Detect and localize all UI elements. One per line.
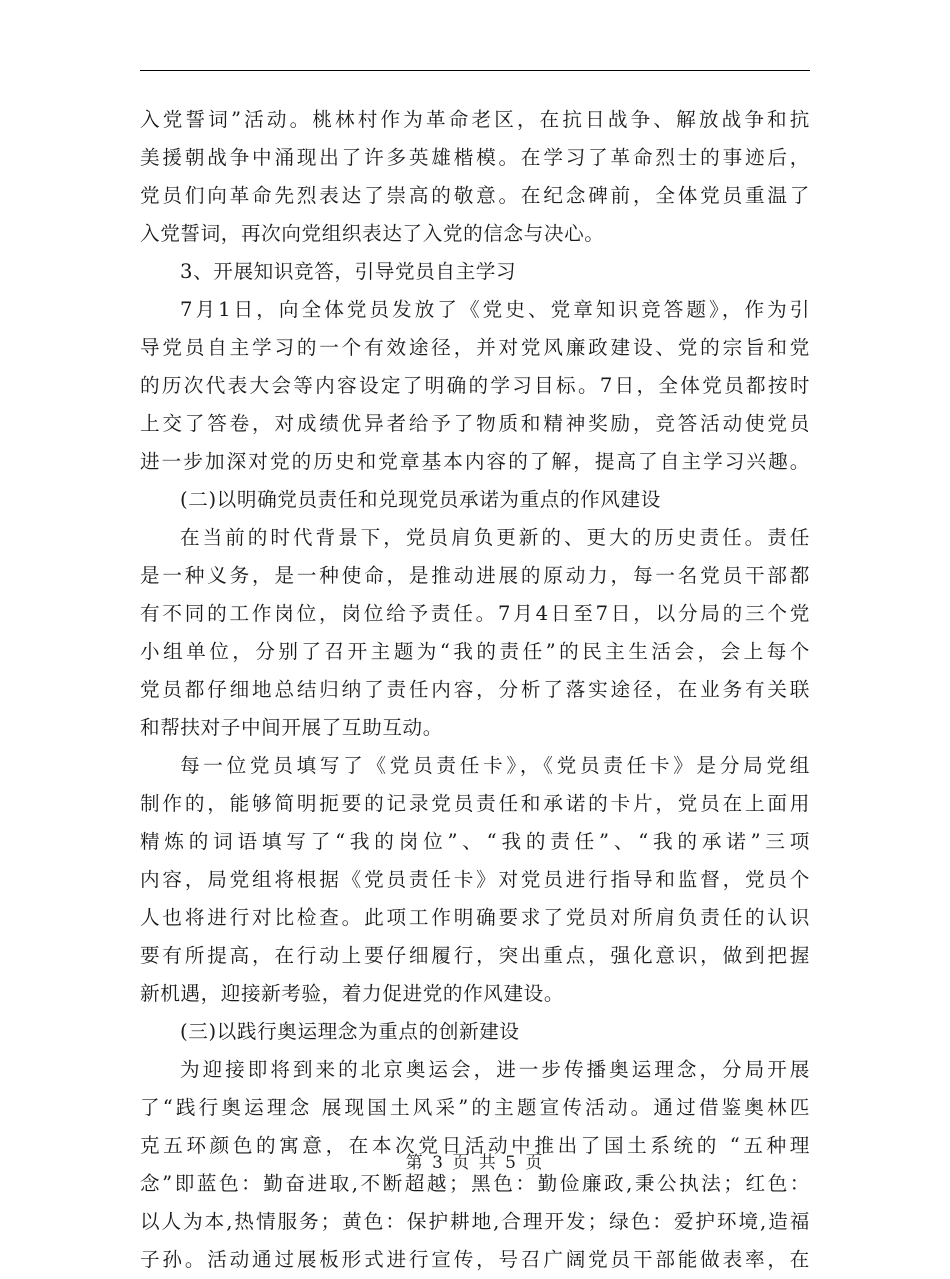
text-line: 入党誓词，再次向党组织表达了入党的信念与决心。: [140, 222, 605, 245]
text-line: 内容，局党组将根据《党员责任卡》对党员进行指导和监督，党员个: [140, 868, 810, 891]
text-line: 3、开展知识竞答，引导党员自主学习: [180, 260, 517, 283]
page-footer: [0, 1151, 950, 1175]
text-line: 有不同的工作岗位，岗位给予责任。7月4日至7日，以分局的三个党: [140, 602, 810, 625]
text-line: 进一步加深对党的历史和党章基本内容的了解，提高了自主学习兴趣。: [140, 450, 810, 473]
text-line: 7月1日，向全体党员发放了《党史、党章知识竞答题》，作为引: [180, 298, 810, 321]
text-line: 导党员自主学习的一个有效途径，并对党风廉政建设、党的宗旨和党: [140, 336, 810, 359]
text-line: 上交了答卷，对成绩优异者给予了物质和精神奖励，竞答活动使党员: [140, 412, 810, 435]
text-line: 要有所提高，在行动上要仔细履行，突出重点，强化意识，做到把握: [140, 944, 810, 967]
text-line: 是一种义务，是一种使命，是推动进展的原动力，每一名党员干部都: [140, 564, 810, 587]
text-line: 制作的，能够简明扼要的记录党员责任和承诺的卡片，党员在上面用: [140, 792, 810, 815]
text-line: 每一位党员填写了《党员责任卡》，《党员责任卡》是分局党组: [180, 754, 810, 777]
text-line: 的历次代表大会等内容设定了明确的学习目标。7日，全体党员都按时: [140, 374, 810, 397]
text-line: 为迎接即将到来的北京奥运会，进一步传播奥运理念，分局开展: [180, 1058, 810, 1081]
text-line: 子孙。活动通过展板形式进行宣传，号召广阔党员干部能做表率，在: [140, 1248, 810, 1271]
text-line: 入党誓词”活动。桃林村作为革命老区，在抗日战争、解放战争和抗: [140, 108, 810, 131]
text-line: 以人为本,热情服务；黄色：保护耕地,合理开发；绿色：爱护环境,造福: [140, 1210, 810, 1233]
page-number: 第 3 页 共 5 页: [405, 1153, 545, 1173]
header-rule: [140, 70, 810, 71]
document-body: [140, 101, 810, 1279]
text-line: 在当前的时代背景下，党员肩负更新的、更大的历史责任。责任: [180, 526, 810, 549]
text-line: 党员都仔细地总结归纳了责任内容，分析了落实途径，在业务有关联: [140, 678, 810, 701]
text-line: 了“践行奥运理念 展现国土风采”的主题宣传活动。通过借鉴奥林匹: [140, 1096, 810, 1119]
text-line: 党员们向革命先烈表达了崇高的敬意。在纪念碑前，全体党员重温了: [140, 184, 810, 207]
text-line: 精炼的词语填写了“我的岗位”、“我的责任”、“我的承诺”三项: [140, 830, 810, 853]
text-line: 和帮扶对子中间开展了互助互动。: [140, 716, 443, 739]
text-line: 克五环颜色的寓意，在本次党日活动中推出了国土系统的 “五种理: [140, 1134, 810, 1157]
text-line: 念”即蓝色：勤奋进取,不断超越；黑色：勤俭廉政,秉公执法；红色：: [140, 1172, 810, 1195]
text-line: 新机遇，迎接新考验，着力促进党的作风建设。: [140, 982, 565, 1005]
text-line: 美援朝战争中涌现出了许多英雄楷模。在学习了革命烈士的事迹后，: [140, 146, 810, 169]
text-line: (二)以明确党员责任和兑现党员承诺为重点的作风建设: [180, 488, 661, 511]
text-line: 人也将进行对比检查。此项工作明确要求了党员对所肩负责任的认识: [140, 906, 810, 929]
text-line: 小组单位，分别了召开主题为“我的责任”的民主生活会，会上每个: [140, 640, 810, 663]
text-line: (三)以践行奥运理念为重点的创新建设: [180, 1020, 520, 1043]
